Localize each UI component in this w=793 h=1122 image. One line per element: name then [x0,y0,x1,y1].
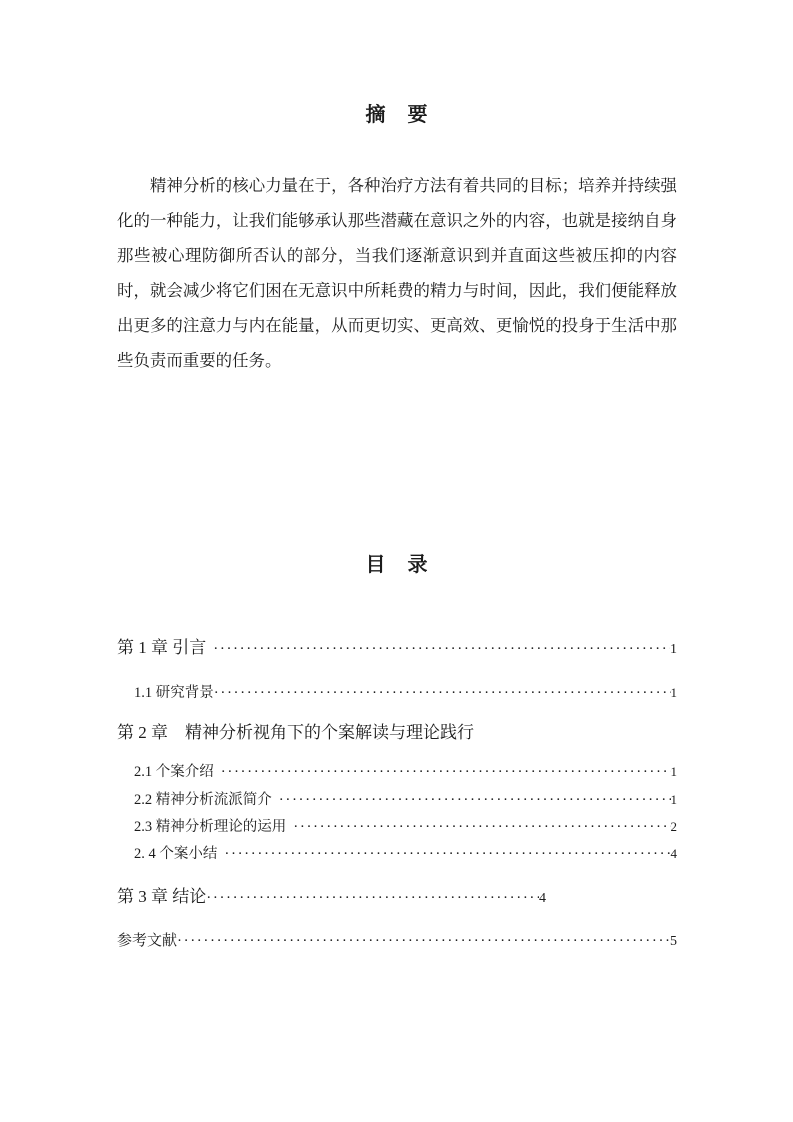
dot-leader [213,633,670,664]
dot-leader [221,760,671,784]
toc-entry-references[interactable] [117,928,677,955]
toc-entry-label: 第 2 章 精神分析视角下的个案解读与理论践行 [117,723,474,742]
dot-leader [279,788,671,812]
toc-title: 目 录 [365,554,429,576]
toc-entry-2-4[interactable] [117,842,677,866]
toc-entry-chapter-2[interactable] [117,718,677,748]
abstract-title: 摘 要 [365,104,429,126]
toc-entry-label: 2.1 个案介绍 [134,764,214,780]
dot-leader [293,815,670,839]
toc-entry-page: 2 [670,819,677,834]
toc-entry-page: 1 [670,764,677,779]
toc-entry-label: 2.2 精神分析流派简介 [134,792,272,808]
toc-entry-label: 参考文献 [117,933,178,949]
dot-leader [224,842,670,866]
dot-leader [214,681,671,705]
toc-entry-page: 4 [539,891,546,906]
toc-entry-page: 5 [670,934,677,949]
abstract-paragraph: 精神分析的核心力量在于，各种治疗方法有着共同的目标；培养并持续强化的一种能力，让我们能够承认那些潜藏在意识之外的内容，也就是接纳自身那些被心理防御所否认的部分，当我们逐渐意识到并直面这些被压抑的内容时，就会减少将它们困在无意识中所耗费的精力与时间，因此，我们便能释放出更多的注意力与内在能量，从而更切实、更高效、更愉悦的投身于生活中那些负责而重要的任务。 [117,176,677,370]
toc-entry-2-2[interactable] [117,788,677,812]
toc-entry-2-3[interactable] [117,815,677,839]
toc-entry-label: 1.1 研究背景 [134,685,214,701]
toc-entry-chapter-3[interactable] [117,882,677,914]
toc-entry-label: 2. 4 个案小结 [134,846,218,862]
dot-leader [177,928,670,954]
toc-entry-page: 1 [670,642,677,657]
toc-entry-label: 2.3 精神分析理论的运用 [134,819,287,835]
table-of-contents [117,633,677,955]
toc-entry-page: 1 [670,792,677,807]
dot-leader [206,882,539,913]
toc-entry-chapter-1[interactable] [117,633,677,665]
toc-entry-1-1[interactable] [117,681,677,705]
toc-entry-page: 4 [670,846,677,861]
toc-entry-2-1[interactable] [117,760,677,784]
toc-entry-label: 第 1 章 引言 [117,638,207,657]
toc-entry-page: 1 [670,685,677,700]
toc-entry-label: 第 3 章 结论 [117,887,207,906]
